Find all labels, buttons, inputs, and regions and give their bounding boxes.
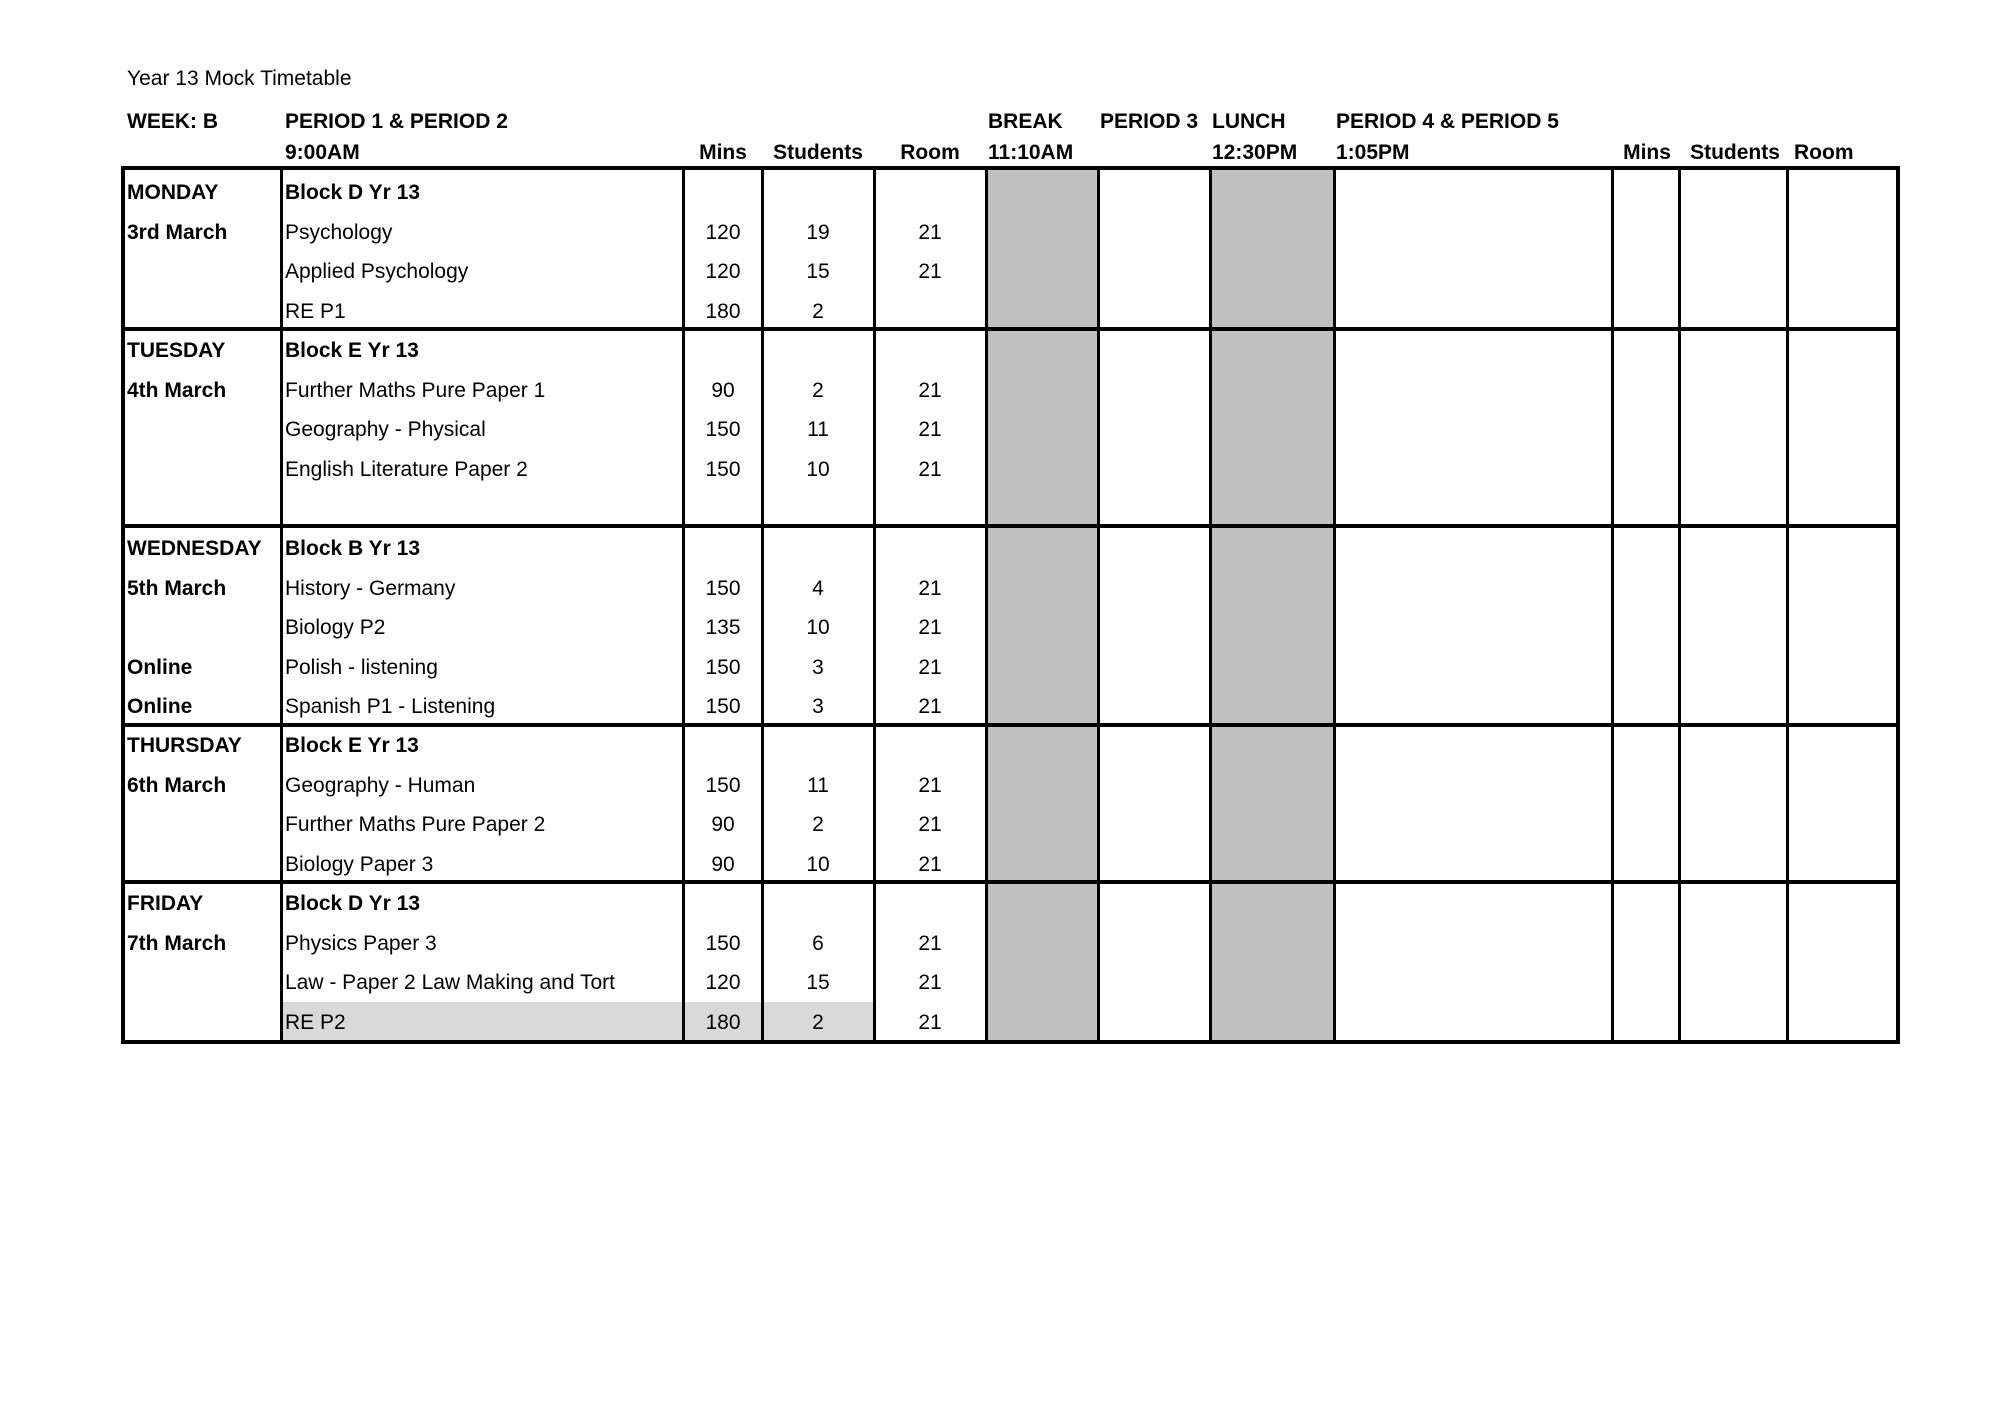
break-time: 11:10AM <box>988 141 1074 164</box>
subject-cell: RE P2 <box>285 1011 346 1034</box>
mins-cell: 120 <box>705 221 741 244</box>
subject-cell: Biology P2 <box>285 616 386 639</box>
subject-cell: Psychology <box>285 221 393 244</box>
day-name: TUESDAY <box>127 339 226 362</box>
subject-cell: History - Germany <box>285 577 456 600</box>
room-cell: 21 <box>918 813 942 836</box>
room-cell: 21 <box>918 695 942 718</box>
mins-cell: 150 <box>705 577 741 600</box>
grid-vline <box>1678 166 1681 1044</box>
day-date: 6th March <box>127 774 227 797</box>
mins-cell: 150 <box>705 774 741 797</box>
subject-cell: English Literature Paper 2 <box>285 458 528 481</box>
row-label: Online <box>127 695 193 718</box>
grid-hline <box>121 327 1900 331</box>
period3-heading: PERIOD 3 <box>1100 110 1199 133</box>
grid-vline <box>1097 166 1100 1044</box>
day-date: 5th March <box>127 577 227 600</box>
students-cell: 10 <box>806 853 830 876</box>
row-label: Online <box>127 656 193 679</box>
period12-heading: PERIOD 1 & PERIOD 2 <box>285 110 508 133</box>
grid-hline <box>121 1040 1900 1044</box>
grid-vline <box>682 166 685 1044</box>
students-cell: 11 <box>807 774 829 797</box>
mins-cell: 90 <box>711 813 735 836</box>
day-name: WEDNESDAY <box>127 537 262 560</box>
mins-cell: 150 <box>705 932 741 955</box>
students2-heading: Students <box>1690 141 1780 164</box>
room-cell: 21 <box>918 221 942 244</box>
room-cell: 21 <box>918 458 942 481</box>
day-name: MONDAY <box>127 181 219 204</box>
grid-vline <box>1333 166 1336 1044</box>
grid-vline <box>121 166 125 1044</box>
day-date: 7th March <box>127 932 227 955</box>
room-cell: 21 <box>918 932 942 955</box>
period45-heading: PERIOD 4 & PERIOD 5 <box>1336 110 1559 133</box>
subject-cell: Geography - Physical <box>285 418 486 441</box>
subject-cell: Physics Paper 3 <box>285 932 437 955</box>
mins-cell: 150 <box>705 656 741 679</box>
students-cell: 10 <box>806 616 830 639</box>
grid-hline <box>121 723 1900 727</box>
subject-cell: Geography - Human <box>285 774 476 797</box>
students-cell: 11 <box>807 418 829 441</box>
room-cell: 21 <box>918 656 942 679</box>
room-cell: 21 <box>918 379 942 402</box>
room-cell: 21 <box>918 853 942 876</box>
lunch-heading: LUNCH <box>1212 110 1286 133</box>
document-title: Year 13 Mock Timetable <box>127 67 352 90</box>
day-name: THURSDAY <box>127 734 242 757</box>
room-heading: Room <box>900 141 960 164</box>
grid-hline <box>121 166 1900 170</box>
day-name: FRIDAY <box>127 892 204 915</box>
mins-cell: 90 <box>711 853 735 876</box>
subject-cell: Further Maths Pure Paper 2 <box>285 813 546 836</box>
lunch-time: 12:30PM <box>1212 141 1298 164</box>
grid-vline <box>761 166 764 1044</box>
grid-vline <box>1209 166 1212 1044</box>
students-cell: 2 <box>812 813 824 836</box>
grid-vline <box>985 166 988 1044</box>
grid-hline <box>121 524 1900 528</box>
subject-cell: Biology Paper 3 <box>285 853 434 876</box>
mins-cell: 120 <box>705 971 741 994</box>
mins-cell: 150 <box>705 695 741 718</box>
room-cell: 21 <box>918 971 942 994</box>
mins-cell: 150 <box>705 458 741 481</box>
day-date: 4th March <box>127 379 227 402</box>
block-label: Block E Yr 13 <box>285 734 419 757</box>
break-column-shade <box>986 168 1098 1041</box>
block-label: Block D Yr 13 <box>285 181 421 204</box>
grid-vline <box>1896 166 1900 1044</box>
block-label: Block D Yr 13 <box>285 892 421 915</box>
students-cell: 4 <box>812 577 824 600</box>
mins-cell: 90 <box>711 379 735 402</box>
grid-vline <box>280 166 283 1044</box>
students-cell: 2 <box>812 300 824 323</box>
subject-cell: Spanish P1 - Listening <box>285 695 496 718</box>
grid-vline <box>1786 166 1789 1044</box>
period12-time: 9:00AM <box>285 141 360 164</box>
students-heading: Students <box>773 141 863 164</box>
grid-vline <box>873 166 876 1044</box>
subject-cell: Law - Paper 2 Law Making and Tort <box>285 971 615 994</box>
students-cell: 6 <box>812 932 824 955</box>
students-cell: 2 <box>812 379 824 402</box>
mins2-heading: Mins <box>1623 141 1671 164</box>
students-cell: 19 <box>806 221 830 244</box>
subject-cell: RE P1 <box>285 300 346 323</box>
room-cell: 21 <box>918 577 942 600</box>
mins-cell: 150 <box>705 418 741 441</box>
mins-cell: 180 <box>705 1011 741 1034</box>
subject-cell: Applied Psychology <box>285 260 469 283</box>
students-cell: 3 <box>812 695 824 718</box>
day-date: 3rd March <box>127 221 228 244</box>
mins-cell: 135 <box>705 616 741 639</box>
students-cell: 15 <box>806 971 830 994</box>
mins-cell: 120 <box>705 260 741 283</box>
mins-cell: 180 <box>705 300 741 323</box>
grid-hline <box>121 880 1900 884</box>
students-cell: 2 <box>812 1011 824 1034</box>
subject-cell: Polish - listening <box>285 656 438 679</box>
break-heading: BREAK <box>988 110 1063 133</box>
week-label: WEEK: B <box>127 110 218 133</box>
room-cell: 21 <box>918 1011 942 1034</box>
block-label: Block E Yr 13 <box>285 339 419 362</box>
lunch-column-shade <box>1210 168 1334 1041</box>
room-cell: 21 <box>918 260 942 283</box>
room-cell: 21 <box>918 616 942 639</box>
students-cell: 10 <box>806 458 830 481</box>
students-cell: 15 <box>806 260 830 283</box>
room-cell: 21 <box>918 418 942 441</box>
mins-heading: Mins <box>699 141 747 164</box>
room2-heading: Room <box>1794 141 1854 164</box>
grid-vline <box>1611 166 1614 1044</box>
period45-time: 1:05PM <box>1336 141 1410 164</box>
subject-cell: Further Maths Pure Paper 1 <box>285 379 546 402</box>
students-cell: 3 <box>812 656 824 679</box>
room-cell: 21 <box>918 774 942 797</box>
block-label: Block B Yr 13 <box>285 537 421 560</box>
